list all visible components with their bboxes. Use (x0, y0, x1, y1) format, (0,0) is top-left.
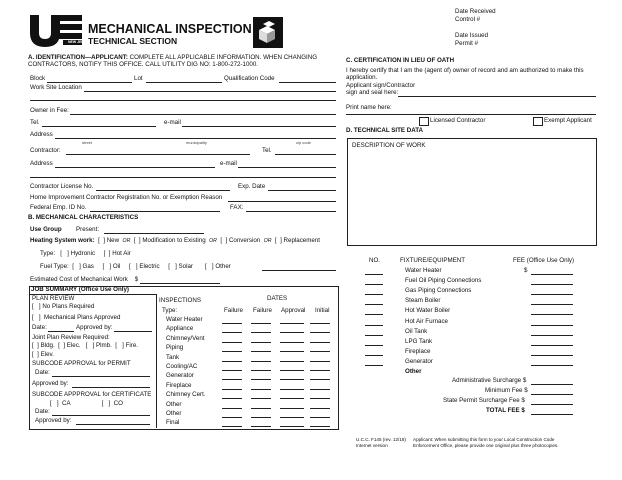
inspection-date-field[interactable] (310, 342, 330, 343)
type-col-header: Type: (162, 307, 178, 314)
inspection-type-label: Piping (166, 344, 184, 352)
job-summary-vdivider (156, 294, 157, 428)
inspection-date-field[interactable] (310, 389, 330, 390)
fee-col-header: FEE (Office Use Only) (513, 257, 575, 264)
initial-col-header: Initial (315, 307, 330, 314)
inspection-date-field[interactable] (251, 398, 271, 399)
permit-approved-by-field[interactable] (72, 387, 150, 388)
inspection-date-field[interactable] (280, 370, 304, 371)
fixture-label: Hot Water Boiler (405, 307, 451, 315)
fixture-count-field[interactable] (365, 314, 383, 315)
present-label: Present: (76, 226, 100, 233)
owner-address-label: Address (30, 131, 53, 138)
control-no-label: Control # (455, 16, 481, 23)
fixture-fee-field[interactable] (531, 345, 573, 346)
inspection-date-field[interactable] (310, 408, 330, 409)
inspection-date-field[interactable] (251, 323, 271, 324)
inspection-type-label: Water Heater (166, 316, 203, 323)
inspection-date-field[interactable] (251, 417, 271, 418)
block-field[interactable] (47, 82, 132, 83)
no-plans-option[interactable]: [ ] No Plans Required (32, 303, 95, 310)
owner-field[interactable] (70, 114, 336, 115)
use-group-field[interactable] (104, 233, 204, 234)
fixture-fee-field[interactable] (531, 284, 573, 285)
failure-col-header-1: Failure (224, 307, 243, 314)
inspection-date-field[interactable] (310, 323, 330, 324)
form-title: MECHANICAL INSPECTION (88, 22, 252, 36)
inspection-date-field[interactable] (310, 361, 330, 362)
fixture-fee-field[interactable] (531, 335, 573, 336)
permit-no-label: Permit # (455, 40, 479, 47)
owner-address-field[interactable] (55, 138, 336, 139)
section-b-heading: B. MECHANICAL CHARACTERISTICS (28, 214, 139, 221)
logo-caption: NEW JERSEY (68, 40, 91, 44)
job-summary-heading: JOB SUMMARY (Office Use Only) (31, 286, 129, 293)
inspection-date-field[interactable] (251, 379, 271, 380)
section-a-instruction: CONTRACTORS, NOTIFY THIS OFFICE. CALL UTILITY DIG NO: 1-800-272-1000. (28, 61, 259, 68)
zip-caption: zip code (296, 140, 311, 145)
fixture-label: LPG Tank (405, 337, 433, 345)
contractor-field[interactable] (66, 154, 250, 155)
certification-text-1: I hereby certify that I am the (agent of) owner of record and am authorized to make this (346, 67, 584, 74)
exempt-applicant-label: Exempt Applicant (544, 117, 592, 124)
work-site-label: Work Site Location (30, 84, 82, 91)
fixture-fee-field[interactable] (531, 304, 573, 305)
heating-type-row: Type: [ ] Hydronic [ ] Hot Air (40, 250, 131, 257)
contractor-label: Contractor: (30, 147, 61, 154)
permit-date-field[interactable] (52, 376, 150, 377)
fixture-count-field[interactable] (365, 325, 383, 326)
fixture-fee-field[interactable] (531, 325, 573, 326)
contractor-address-field-2[interactable] (30, 177, 336, 178)
inspection-date-field[interactable] (280, 379, 304, 380)
fixture-label: Generator (405, 357, 433, 365)
inspection-date-field[interactable] (310, 398, 330, 399)
inspection-date-field[interactable] (280, 389, 304, 390)
form-id: U.C.C. F145 (rev. 12/18) (356, 437, 406, 442)
fixture-label: Gas Piping Connections (405, 287, 472, 295)
plan-date-label: Date: (32, 324, 47, 331)
minimum-fee-field[interactable] (531, 394, 573, 395)
description-label: DESCRIPTION OF WORK (352, 142, 426, 149)
elev-option[interactable]: [ ] Elev. (32, 351, 54, 358)
owner-email-label: e-mail (164, 119, 181, 126)
estimated-cost-label: Estimated Cost of Mechanical Work $ (30, 276, 139, 283)
inspection-date-field[interactable] (222, 351, 242, 352)
inspection-type-label: Other (166, 400, 182, 408)
hic-reg-label: Home Improvement Contractor Registration No. or Exemption Reason (30, 194, 223, 201)
owner-tel-field[interactable] (42, 126, 156, 127)
form-version: Internet version (356, 443, 388, 448)
inspection-type-label: Tank (166, 353, 180, 361)
sign-label-1: Applicant sign/Contractor (346, 82, 416, 89)
subcode-cert-label: SUBCODE APPPROVAL for CERTIFICATE (32, 391, 152, 398)
license-no-label: Contractor License No. (30, 183, 94, 190)
inspection-date-field[interactable] (222, 398, 242, 399)
date-received-label: Date Received (455, 8, 496, 15)
inspection-date-field[interactable] (222, 379, 242, 380)
fuel-other-field[interactable] (262, 270, 336, 271)
inspection-date-field[interactable] (280, 361, 304, 362)
signature-field[interactable] (398, 96, 596, 97)
no-col-header: NO. (369, 257, 381, 264)
fax-label: FAX: (230, 204, 244, 211)
inspection-type-label: Chimney Cert. (166, 391, 206, 399)
subcode-permit-label: SUBCODE APPROVAL for PERMIT (32, 360, 131, 367)
fixture-count-field[interactable] (365, 345, 383, 346)
fixture-fee-field[interactable] (531, 274, 573, 275)
inspection-date-field[interactable] (222, 361, 242, 362)
form-subtitle: TECHNICAL SECTION (88, 36, 178, 46)
inspection-date-field[interactable] (310, 417, 330, 418)
section-c-heading: C. CERTIFICATION IN LIEU OF OATH (346, 57, 455, 64)
fixture-count-field[interactable] (365, 365, 383, 366)
fax-field[interactable] (246, 211, 336, 212)
plan-review-label: PLAN REVIEW (32, 295, 75, 302)
use-group-label: Use Group (30, 226, 62, 233)
inspection-date-field[interactable] (280, 417, 304, 418)
work-site-field[interactable] (84, 91, 336, 92)
inspection-date-field[interactable] (310, 332, 330, 333)
qualification-code-label: Qualification Code (224, 75, 275, 82)
contractor-tel-label: Tel. (262, 147, 272, 154)
fixture-col-header: FIXTURE/EQUIPMENT (400, 257, 465, 264)
fixture-label: Hot Air Furnace (405, 317, 448, 325)
fixture-count-field[interactable] (365, 355, 383, 356)
contractor-address-field[interactable] (55, 167, 215, 168)
section-a-heading: A. IDENTIFICATION—APPLICANT: COMPLETE ALL APPLICABLE INFORMATION. WHEN CHANGING (28, 54, 318, 61)
inspection-type-label: Cooling/AC (166, 363, 198, 370)
admin-surcharge-label: Administrative Surcharge $ (452, 377, 527, 384)
cert-date-label: Date: (35, 408, 50, 415)
fixture-count-field[interactable] (365, 294, 383, 295)
inspection-date-field[interactable] (222, 342, 242, 343)
fixture-fee-field[interactable] (531, 314, 573, 315)
total-fee-field[interactable] (531, 414, 573, 415)
inspection-date-field[interactable] (310, 379, 330, 380)
exp-date-field[interactable] (268, 190, 336, 191)
inspection-date-field[interactable] (222, 426, 242, 427)
fixture-label: Steam Boiler (405, 297, 441, 305)
certification-text-2: application. (346, 74, 378, 81)
inspection-type-label: Generator (166, 372, 194, 380)
fixture-fee-field[interactable] (531, 355, 573, 356)
date-issued-label: Date Issued (455, 32, 489, 39)
inspection-date-field[interactable] (251, 361, 271, 362)
print-name-label: Print name here: (346, 104, 392, 111)
inspection-date-field[interactable] (251, 332, 271, 333)
street-caption: street (82, 140, 93, 145)
owner-label: Owner in Fee: (30, 107, 69, 114)
plan-approved-by-field[interactable] (114, 331, 152, 332)
inspection-type-label: Fireplace (166, 381, 192, 389)
fixture-fee-field[interactable] (531, 365, 573, 366)
total-fee-label: TOTAL FEE $ (486, 407, 525, 414)
cert-approved-by-label: Approved by: (35, 417, 72, 424)
section-d-heading: D. TECHNICAL SITE DATA (346, 127, 423, 134)
joint-plan-label: Joint Plan Review Required: (32, 334, 110, 341)
approval-col-header: Approval (281, 307, 306, 314)
description-box[interactable] (347, 138, 597, 246)
inspection-date-field[interactable] (280, 342, 304, 343)
fixture-label: Other (405, 368, 422, 375)
qualification-code-field[interactable] (279, 82, 336, 83)
fixture-count-field[interactable] (365, 284, 383, 285)
inspection-date-field[interactable] (310, 351, 330, 352)
exp-date-label: Exp. Date (238, 183, 266, 190)
fixture-count-field[interactable] (365, 304, 383, 305)
inspection-date-field[interactable] (280, 323, 304, 324)
owner-tel-label: Tel. (30, 119, 40, 126)
inspection-date-field[interactable] (222, 323, 242, 324)
cube-emblem (253, 17, 283, 48)
inspection-date-field[interactable] (280, 332, 304, 333)
contractor-tel-field[interactable] (275, 154, 336, 155)
plan-date-field[interactable] (48, 331, 74, 332)
lot-field[interactable] (146, 82, 222, 83)
inspection-date-field[interactable] (222, 370, 242, 371)
inspection-date-field[interactable] (280, 351, 304, 352)
footer-note-2: Enforcement Office, please provide one original plus three photocopies. (413, 443, 559, 448)
owner-email-field[interactable] (182, 126, 336, 127)
inspection-date-field[interactable] (310, 370, 330, 371)
inspection-date-field[interactable] (251, 370, 271, 371)
inspections-heading: INSPECTIONS (159, 297, 201, 304)
footer-note-1: Applicant: When submitting this form to your Local Construction Code (413, 437, 555, 442)
licensed-contractor-checkbox[interactable] (419, 117, 429, 126)
lot-label: Lot (134, 75, 143, 82)
cert-approved-by-field[interactable] (76, 424, 150, 425)
licensed-contractor-label: Licensed Contractor (430, 117, 486, 124)
inspection-type-label: Final (166, 419, 180, 427)
estimated-cost-field[interactable] (140, 283, 220, 284)
fixture-count-field[interactable] (365, 274, 383, 275)
minimum-fee-label: Minimum Fee $ (485, 387, 528, 394)
admin-surcharge-field[interactable] (531, 384, 573, 385)
cert-date-field[interactable] (52, 415, 150, 416)
permit-approved-by-label: Approved by: (32, 380, 69, 387)
block-label: Block (30, 75, 46, 82)
print-name-field[interactable] (346, 114, 596, 115)
fixture-label: Fuel Oil Piping Connections (405, 277, 482, 285)
inspection-date-field[interactable] (280, 426, 304, 427)
plans-approved-option[interactable]: [ ] Mechanical Plans Approved (32, 314, 121, 321)
inspection-date-field[interactable] (310, 426, 330, 427)
inspection-date-field[interactable] (251, 342, 271, 343)
inspection-date-field[interactable] (280, 398, 304, 399)
inspection-type-label: Appliance (166, 325, 194, 333)
dates-heading: DATES (267, 295, 288, 302)
fixture-label: Water Heater (405, 267, 442, 274)
fixture-count-field[interactable] (365, 335, 383, 336)
hic-reg-field[interactable] (228, 201, 336, 202)
fuel-type-row: Fuel Type: [ ] Gas [ ] Oil [ ] Electric [ ] Solar [ ] Other (40, 263, 231, 270)
work-site-field-2[interactable] (30, 100, 336, 101)
federal-id-field[interactable] (90, 211, 220, 212)
fixture-label: Fireplace (405, 347, 431, 355)
contractor-address-label: Address (30, 160, 53, 167)
inspection-type-label: Other (166, 410, 182, 417)
joint-plan-options[interactable]: [ ] Bldg. [ ] Elec. [ ] Plmb. [ ] Fire. (32, 342, 138, 349)
inspection-date-field[interactable] (222, 332, 242, 333)
permit-date-label: Date: (35, 369, 50, 376)
exempt-applicant-checkbox[interactable] (533, 117, 543, 126)
state-surcharge-label: State Permit Surcharge Fee $ (443, 397, 525, 404)
inspection-date-field[interactable] (251, 351, 271, 352)
contractor-email-field[interactable] (238, 167, 336, 168)
inspection-date-field[interactable] (222, 417, 242, 418)
inspection-date-field[interactable] (222, 389, 242, 390)
license-no-field[interactable] (96, 190, 230, 191)
contractor-email-label: e-mail (220, 160, 237, 167)
state-surcharge-field[interactable] (531, 404, 573, 405)
cert-options[interactable]: [ ] CA [ ] CO (50, 400, 123, 407)
federal-id-label: Federal Emp. ID No. (30, 204, 87, 211)
failure-col-header-2: Failure (253, 307, 272, 314)
municipality-caption: municipality (186, 140, 207, 145)
inspection-date-field[interactable] (251, 408, 271, 409)
fee-dollar-sign: $ (524, 267, 528, 274)
inspection-date-field[interactable] (280, 408, 304, 409)
inspection-type-label: Chimney/Vent (166, 334, 205, 342)
heating-system-row: Heating System work: [ ] New OR [ ] Modification to Existing OR [ ] Conversion OR [ ] Replacement (30, 237, 320, 244)
inspection-date-field[interactable] (222, 408, 242, 409)
fixture-label: Oil Tank (405, 327, 428, 335)
fixture-fee-field[interactable] (531, 294, 573, 295)
plan-approved-by-label: Approved by: (76, 324, 113, 331)
inspection-date-field[interactable] (251, 389, 271, 390)
inspection-date-field[interactable] (251, 426, 271, 427)
sign-label-2: sign and seal here: (346, 89, 399, 96)
